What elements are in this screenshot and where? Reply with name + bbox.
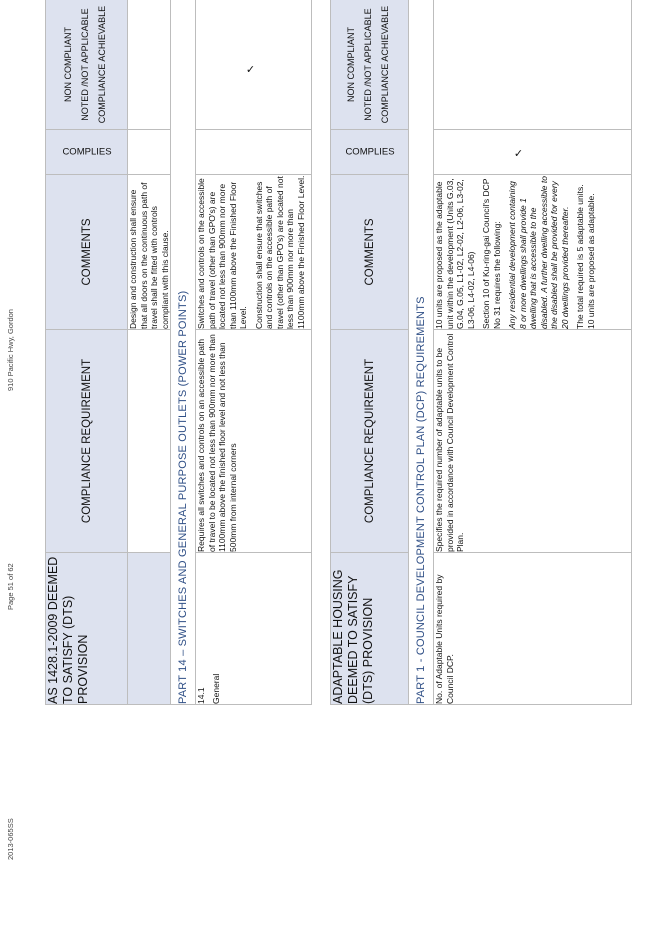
dcp-status-cell [434,0,632,130]
header-complies-cell-2 [331,130,409,175]
achievable-tick: ✓ [245,63,256,76]
header-achievable-2: COMPLIANCE ACHIEVABLE [380,5,390,124]
part-1-title: PART 1 - COUNCIL DEVELOPMENT CONTROL PLAN (DCP) REQUIREMENTS [409,0,434,705]
header-compliance-requirement-2: COMPLIANCE REQUIREMENT [331,330,409,553]
clause-comment-2: Construction shall ensure that switches and controls on the accessible path of travel (other than GPO's) are located not less than 900mm nor more than 1100mm above the Finished Floor Level. [253,175,306,329]
dcp-comment-1: 10 units are proposed as the adaptable unit within the development (Units G.03, G.04, G.05, L1-02, L2-02, L2-06, L3-02, L3-06, L4-02, L4-06) [434,178,476,329]
header-non-compliant: NON COMPLIANT [63,27,73,103]
header-not-applicable: NOTED /NOT APPLICABLE [80,8,90,121]
dcp-comment-3: Any residential development containing 8 or more dwellings shall provide 1 dwelling that is accessible to the disabled. A further dwelling accessible to the disabled shall be provided for every 20 dwellings provided thereafter. [507,176,570,329]
header-provision: AS 1428.1-2009 DEEMED TO SATISFY (DTS) PROVISION [46,553,128,705]
header-not-applicable-2: NOTED /NOT APPLICABLE [363,8,373,121]
header-status-stack-2 [331,0,409,130]
dcp-comment-4: The total required is 5 adaptable units. 10 units are proposed as adaptable. [575,184,596,329]
clause-complies-cell [196,130,312,175]
header-comments-2: COMMENTS [331,175,409,330]
dcp-comment-2: Section 10 of Ku-ring-gai Council's DCP No 31 requires the following: [481,178,502,329]
header-achievable: COMPLIANCE ACHIEVABLE [97,5,107,124]
footer-page-number: Page 51 of 62 [6,563,15,610]
prev-status-cell [128,0,171,130]
compliance-table-2 [330,0,632,705]
clause-requirement: Requires all switches and controls on an accessible path of travel to be located not less than 900mm nor more than 1100mm above the finished floor level and not less than 500mm from internal corners [196,330,312,553]
header-complies-2: COMPLIES [344,146,395,158]
clause-comment-1: Switches and controls on the accessible path of travel (other than GPO's) are located not less than 900mm nor more than 1100mm above the Finished Floor Level. [196,178,248,329]
compliance-table-1 [45,0,312,705]
clause-cell [196,553,312,705]
part-14-title: PART 14 – SWITCHES AND GENERAL PURPOSE OUTLETS (POWER POINTS) [171,0,196,705]
dcp-requirement: Specifies the required number of adaptable units to be provided in accordance with Council Development Control Plan. [434,330,632,553]
prev-requirement-cell [128,330,171,553]
clause-comments [196,175,312,330]
clause-status-cell [196,0,312,130]
dcp-provision: No. of Adaptable Units required by Council DCP. [434,553,632,705]
clause-name: General [210,673,221,704]
prev-comment: Design and construction shall ensure that all doors on the continuous path of travel shall be fitted with controls compliant with this clause. [128,175,171,330]
prev-provision-cell [128,553,171,705]
header-complies-cell [46,130,128,175]
dcp-comments [434,175,632,330]
header-comments: COMMENTS [46,175,128,330]
header-non-compliant-2: NON COMPLIANT [346,27,356,103]
complies-tick: ✓ [513,147,524,160]
header-compliance-requirement: COMPLIANCE REQUIREMENT [46,330,128,553]
dcp-complies-cell [434,130,632,175]
header-complies: COMPLIES [61,146,112,158]
footer-address: 910 Pacific Hwy, Gordon [6,309,15,391]
prev-complies-cell [128,130,171,175]
footer-job-number: 2013-065SS [6,818,15,860]
clause-number: 14.1 [196,687,206,704]
header-status-stack [46,0,128,130]
header-provision-2: ADAPTABLE HOUSING DEEMED TO SATISFY (DTS) PROVISION [331,553,409,705]
